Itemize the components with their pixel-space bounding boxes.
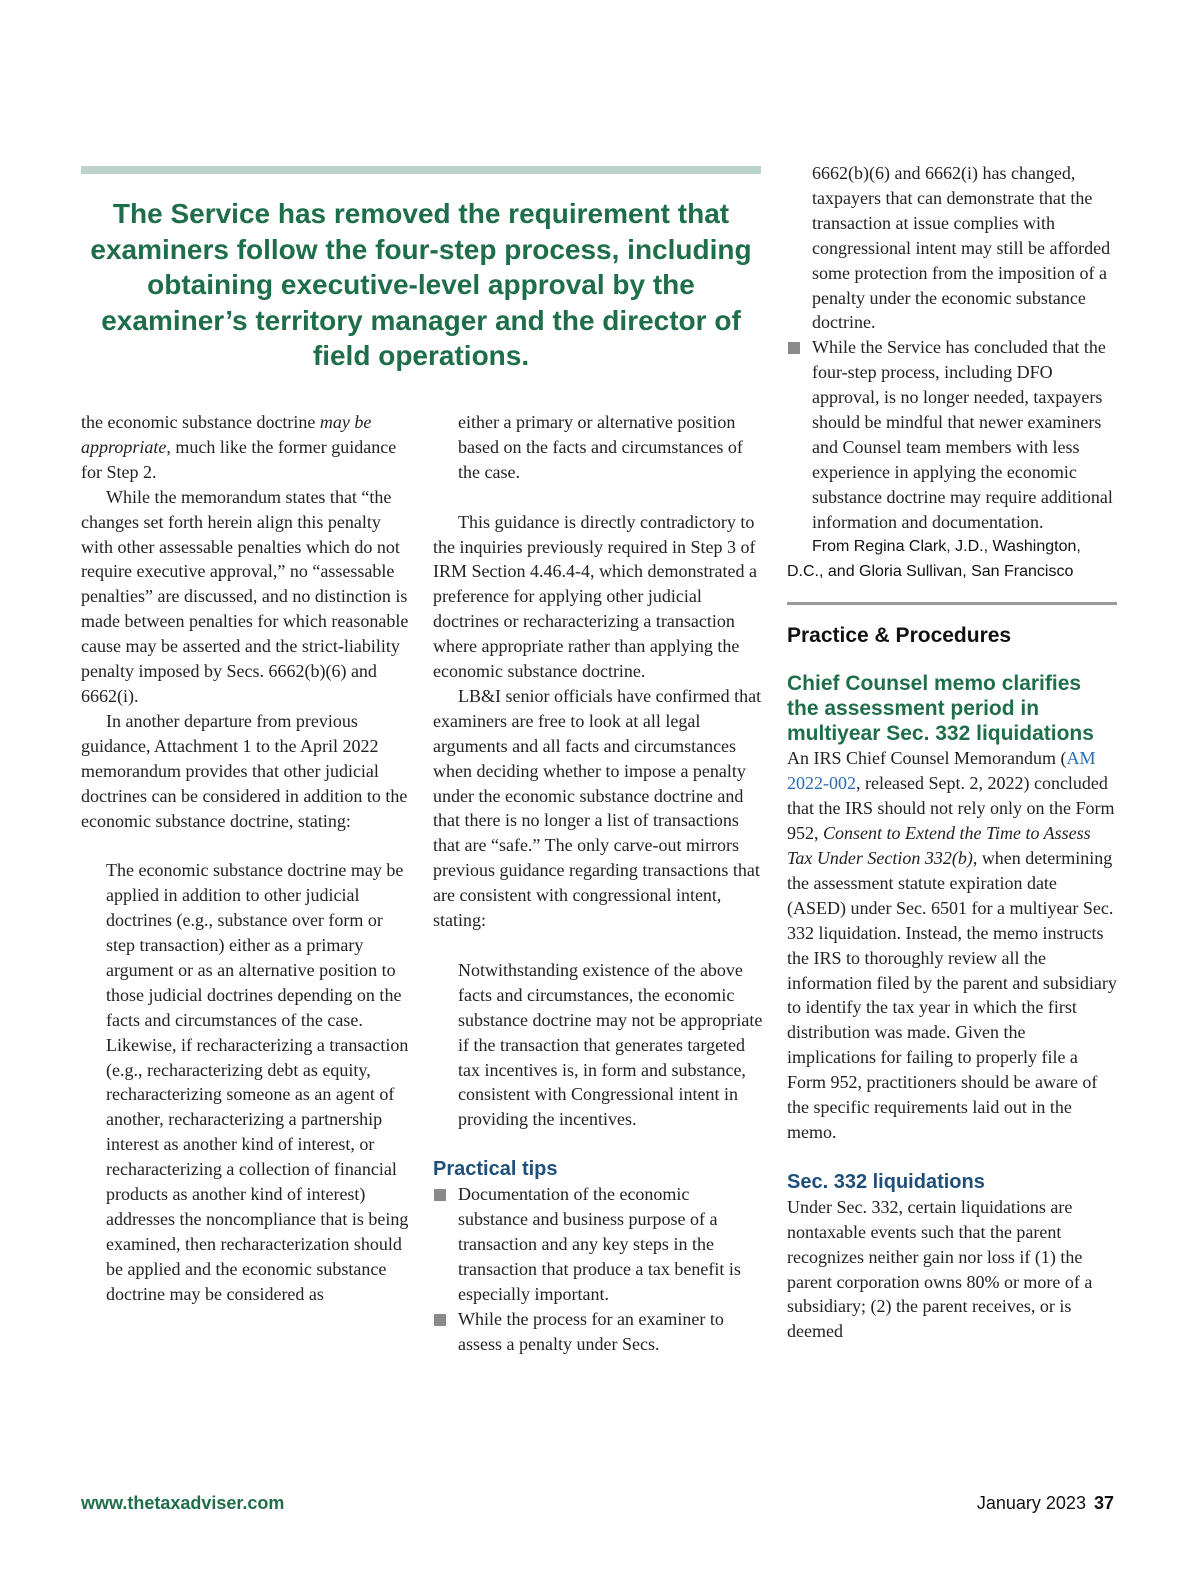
sec-332-heading: Sec. 332 liquidations [787,1170,985,1193]
am-2022-002-link[interactable]: AM 2022-002 [787,748,1096,794]
paragraph: While the memorandum states that “the changes set forth herein align this penalty with other assessable penalties which do not require executive approval,” no “assessable penalties” are discussed, and no distinction is made between penalties for which reasonable cause may be asserted and the strict-liability penalty imposed by Secs. 6662(b)(6) and 6662(i). [81,486,409,706]
bullet-text: While the process for an examiner to assess a penalty under Secs. [458,1308,724,1354]
column-2 [433,410,763,1356]
column-3 [787,161,1117,1344]
text-run: , much like the former guidance for Step 2. [81,436,397,482]
section-heading: Practice & Procedures [787,624,1012,648]
pull-quote-bar [81,166,761,174]
emphasis-text: Consent to Extend the Time to Assess Tax Under Section 332(b) [787,823,1091,869]
bullet-text: Documentation of the economic substance and business purpose of a transaction and any key steps in the transaction that produce a tax benefit is especially important. [458,1184,741,1304]
article-title: Chief Counsel memo clarifies the assessment period in multiyear Sec. 332 liquidations [787,672,1094,746]
paragraph [787,746,1117,1145]
column-1 [81,410,411,1307]
paragraph: This guidance is directly contradictory to the inquiries previously required in Step 3 of IRM Section 4.46.4-4, which demonstrated a preference for applying other judicial doctrines or recharacterizing a transaction where appropriate rather than applying the economic substance doctrine. [433,511,757,682]
paragraph [81,410,411,485]
footer-date-page [977,1493,1114,1514]
bullet-item [787,335,1117,534]
block-quote: The economic substance doctrine may be applied in addition to other judicial doctrines (e.g., substance over form or step transaction) either as a primary argument or as an alternative position to those judicial doctrines depending on the facts and circumstances of the case. Likewise, if recharacterizing a transaction (e.g., recharacterizing debt as equity, recharacterizing someone as an agent of another, recharacterizing a partnership interest as another kind of interest, or recharacterizing a collection of financial products as another kind of interest) addresses the noncompliance that is being examined, then recharacterization should be applied and the economic substance doctrine may be considered as [106,860,409,1304]
bullet-item [433,1307,763,1357]
square-bullet-icon [788,342,800,354]
text-run: , released Sept. 2, 2022) concluded that the IRS should not rely only on the Form 952, [787,773,1115,844]
bullet-item [433,1182,763,1307]
page-number: 37 [1093,1493,1114,1513]
block-quote: Notwithstanding existence of the above facts and circumstances, the economic substance doctrine may not be appropriate if the transaction that generates targeted tax incentives is, in form and substance, consistent with Congressional intent in providing the incentives. [458,959,763,1130]
author-credit: From Regina Clark, J.D., Washington, D.C., and Gloria Sullivan, San Francisco [787,537,1081,580]
emphasis-text: may be appropriate [81,412,372,457]
paragraph: LB&I senior officials have confirmed that examiners are free to look at all legal arguments and all facts and circumstances when deciding whether to impose a penalty under the economic substance doctrine and that there is no longer a list of transactions that are “safe.” The only carve-out mirrors previous guidance regarding transactions that are consistent with congressional intent, stating: [433,685,762,931]
text-run: An IRS Chief Counsel Memorandum ( [787,748,1067,769]
section-divider [787,602,1117,605]
practical-tips-heading: Practical tips [433,1158,558,1181]
footer-website[interactable]: www.thetaxadviser.com [81,1493,285,1513]
paragraph: In another departure from previous guidance, Attachment 1 to the April 2022 memorandum provides that other judicial doctrines can be considered in addition to the economic substance doctrine, stating: [81,710,408,831]
bullet-text: While the Service has concluded that the four-step process, including DFO approval, is no longer needed, taxpayers should be mindful that newer examiners and Counsel team members with less experience in applying the economic substance doctrine may require additional information and documentation. [812,337,1113,532]
square-bullet-icon [434,1189,446,1201]
square-bullet-icon [434,1314,446,1326]
block-quote-continued: either a primary or alternative position based on the facts and circumstances of the case. [458,412,743,482]
text-run: , when determining the assessment statute expiration date (ASED) under Sec. 6501 for a multiyear Sec. 332 liquidation. Instead, the memo instructs the IRS to thoroughly review all the information filed by the parent and subsidiary to identify the tax year in which the first distribution was made. Given the implications for failing to properly file a Form 952, practitioners should be aware of the specific requirements laid out in the memo. [787,848,1117,1142]
issue-date: January 2023 [976,1493,1086,1513]
text-run: the economic substance doctrine [81,412,320,432]
pull-quote: The Service has removed the requirement that examiners follow the four-step process, including obtaining executive-level approval by the examiner’s territory manager and the director of field operations. [90,198,752,371]
paragraph: Under Sec. 332, certain liquidations are nontaxable events such that the parent recognizes neither gain nor loss if (1) the parent corporation owns 80% or more of a subsidiary; (2) the parent receives, or is deemed [787,1196,1093,1342]
bullet-continued: 6662(b)(6) and 6662(i) has changed, taxpayers that can demonstrate that the transaction at issue complies with congressional intent may still be afforded some protection from the imposition of a penalty under the economic substance doctrine. [812,163,1111,333]
